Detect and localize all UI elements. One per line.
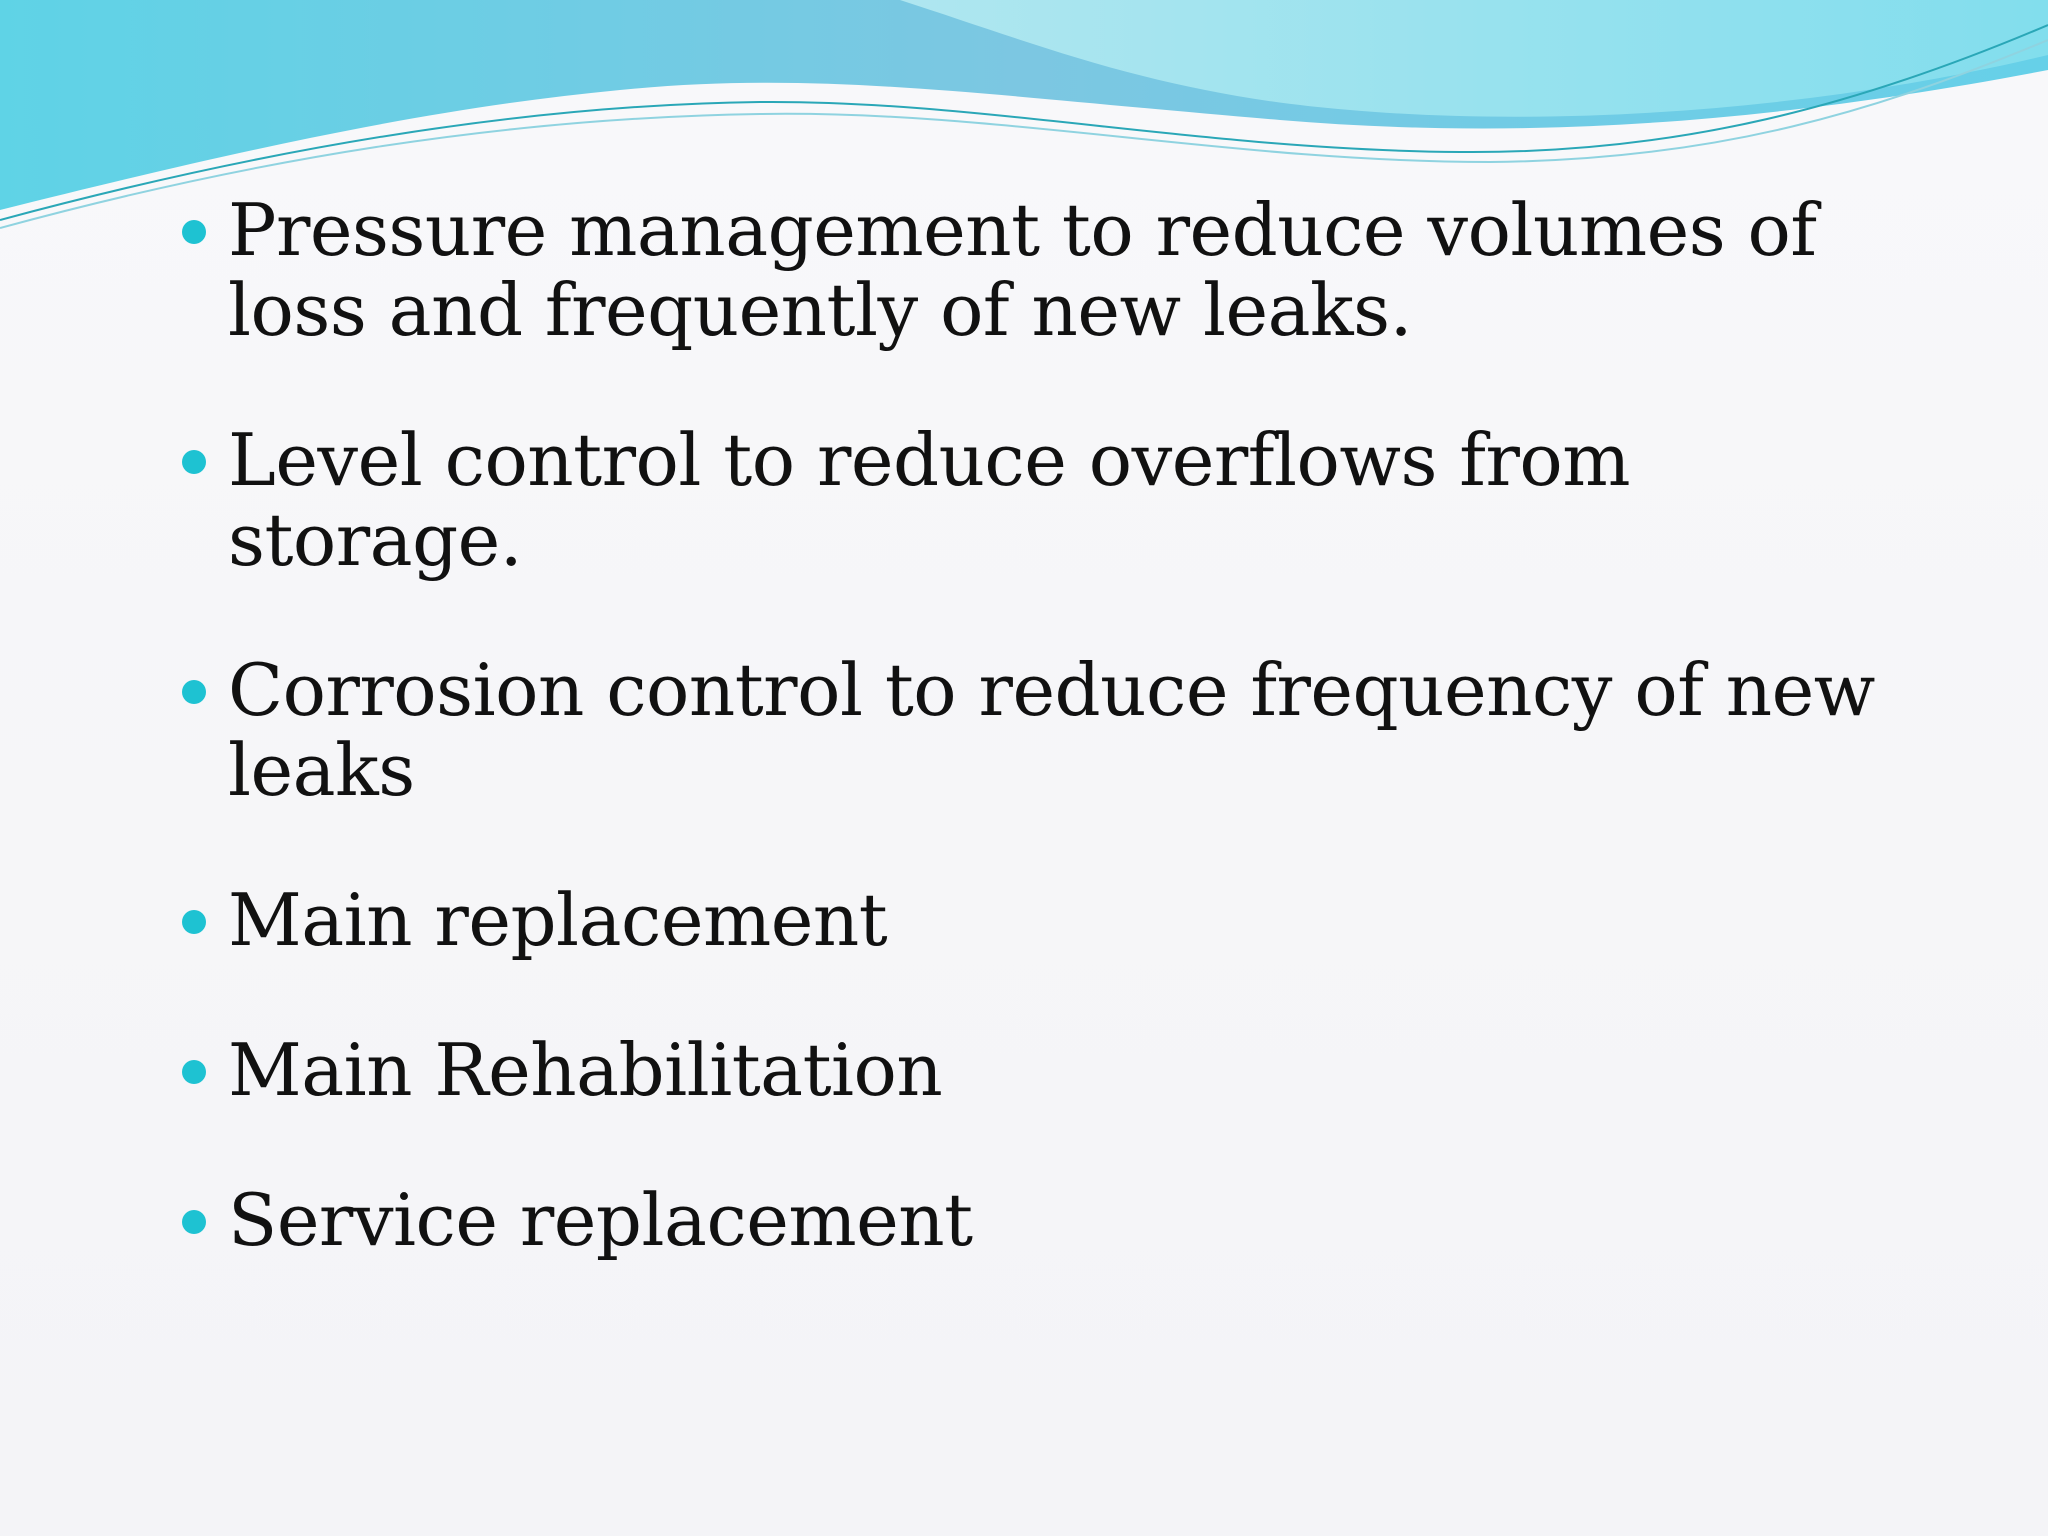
bullet-text: Corrosion control to reduce frequency of new leaks xyxy=(228,648,1875,812)
bullet-dot-icon xyxy=(182,1060,206,1084)
bullet-text: Pressure management to reduce volumes of loss and frequently of new leaks. xyxy=(228,188,1817,352)
bullet-item xyxy=(180,1180,1940,1260)
bullet-item xyxy=(180,880,1940,960)
bullet-dot-icon xyxy=(182,220,206,244)
bullet-dot-icon xyxy=(182,450,206,474)
bullet-text: Service replacement xyxy=(228,1178,973,1262)
bullet-item xyxy=(180,420,1940,580)
bullet-dot-icon xyxy=(182,910,206,934)
bullet-text: Main Rehabilitation xyxy=(228,1028,943,1112)
bullet-dot-icon xyxy=(182,680,206,704)
bullet-text: Main replacement xyxy=(228,878,888,962)
bullet-item xyxy=(180,190,1940,350)
bullet-item xyxy=(180,650,1940,810)
bullet-list xyxy=(180,190,1940,1330)
bullet-item xyxy=(180,1030,1940,1110)
bullet-text: Level control to reduce overflows from storage. xyxy=(228,418,1630,582)
bullet-dot-icon xyxy=(182,1210,206,1234)
